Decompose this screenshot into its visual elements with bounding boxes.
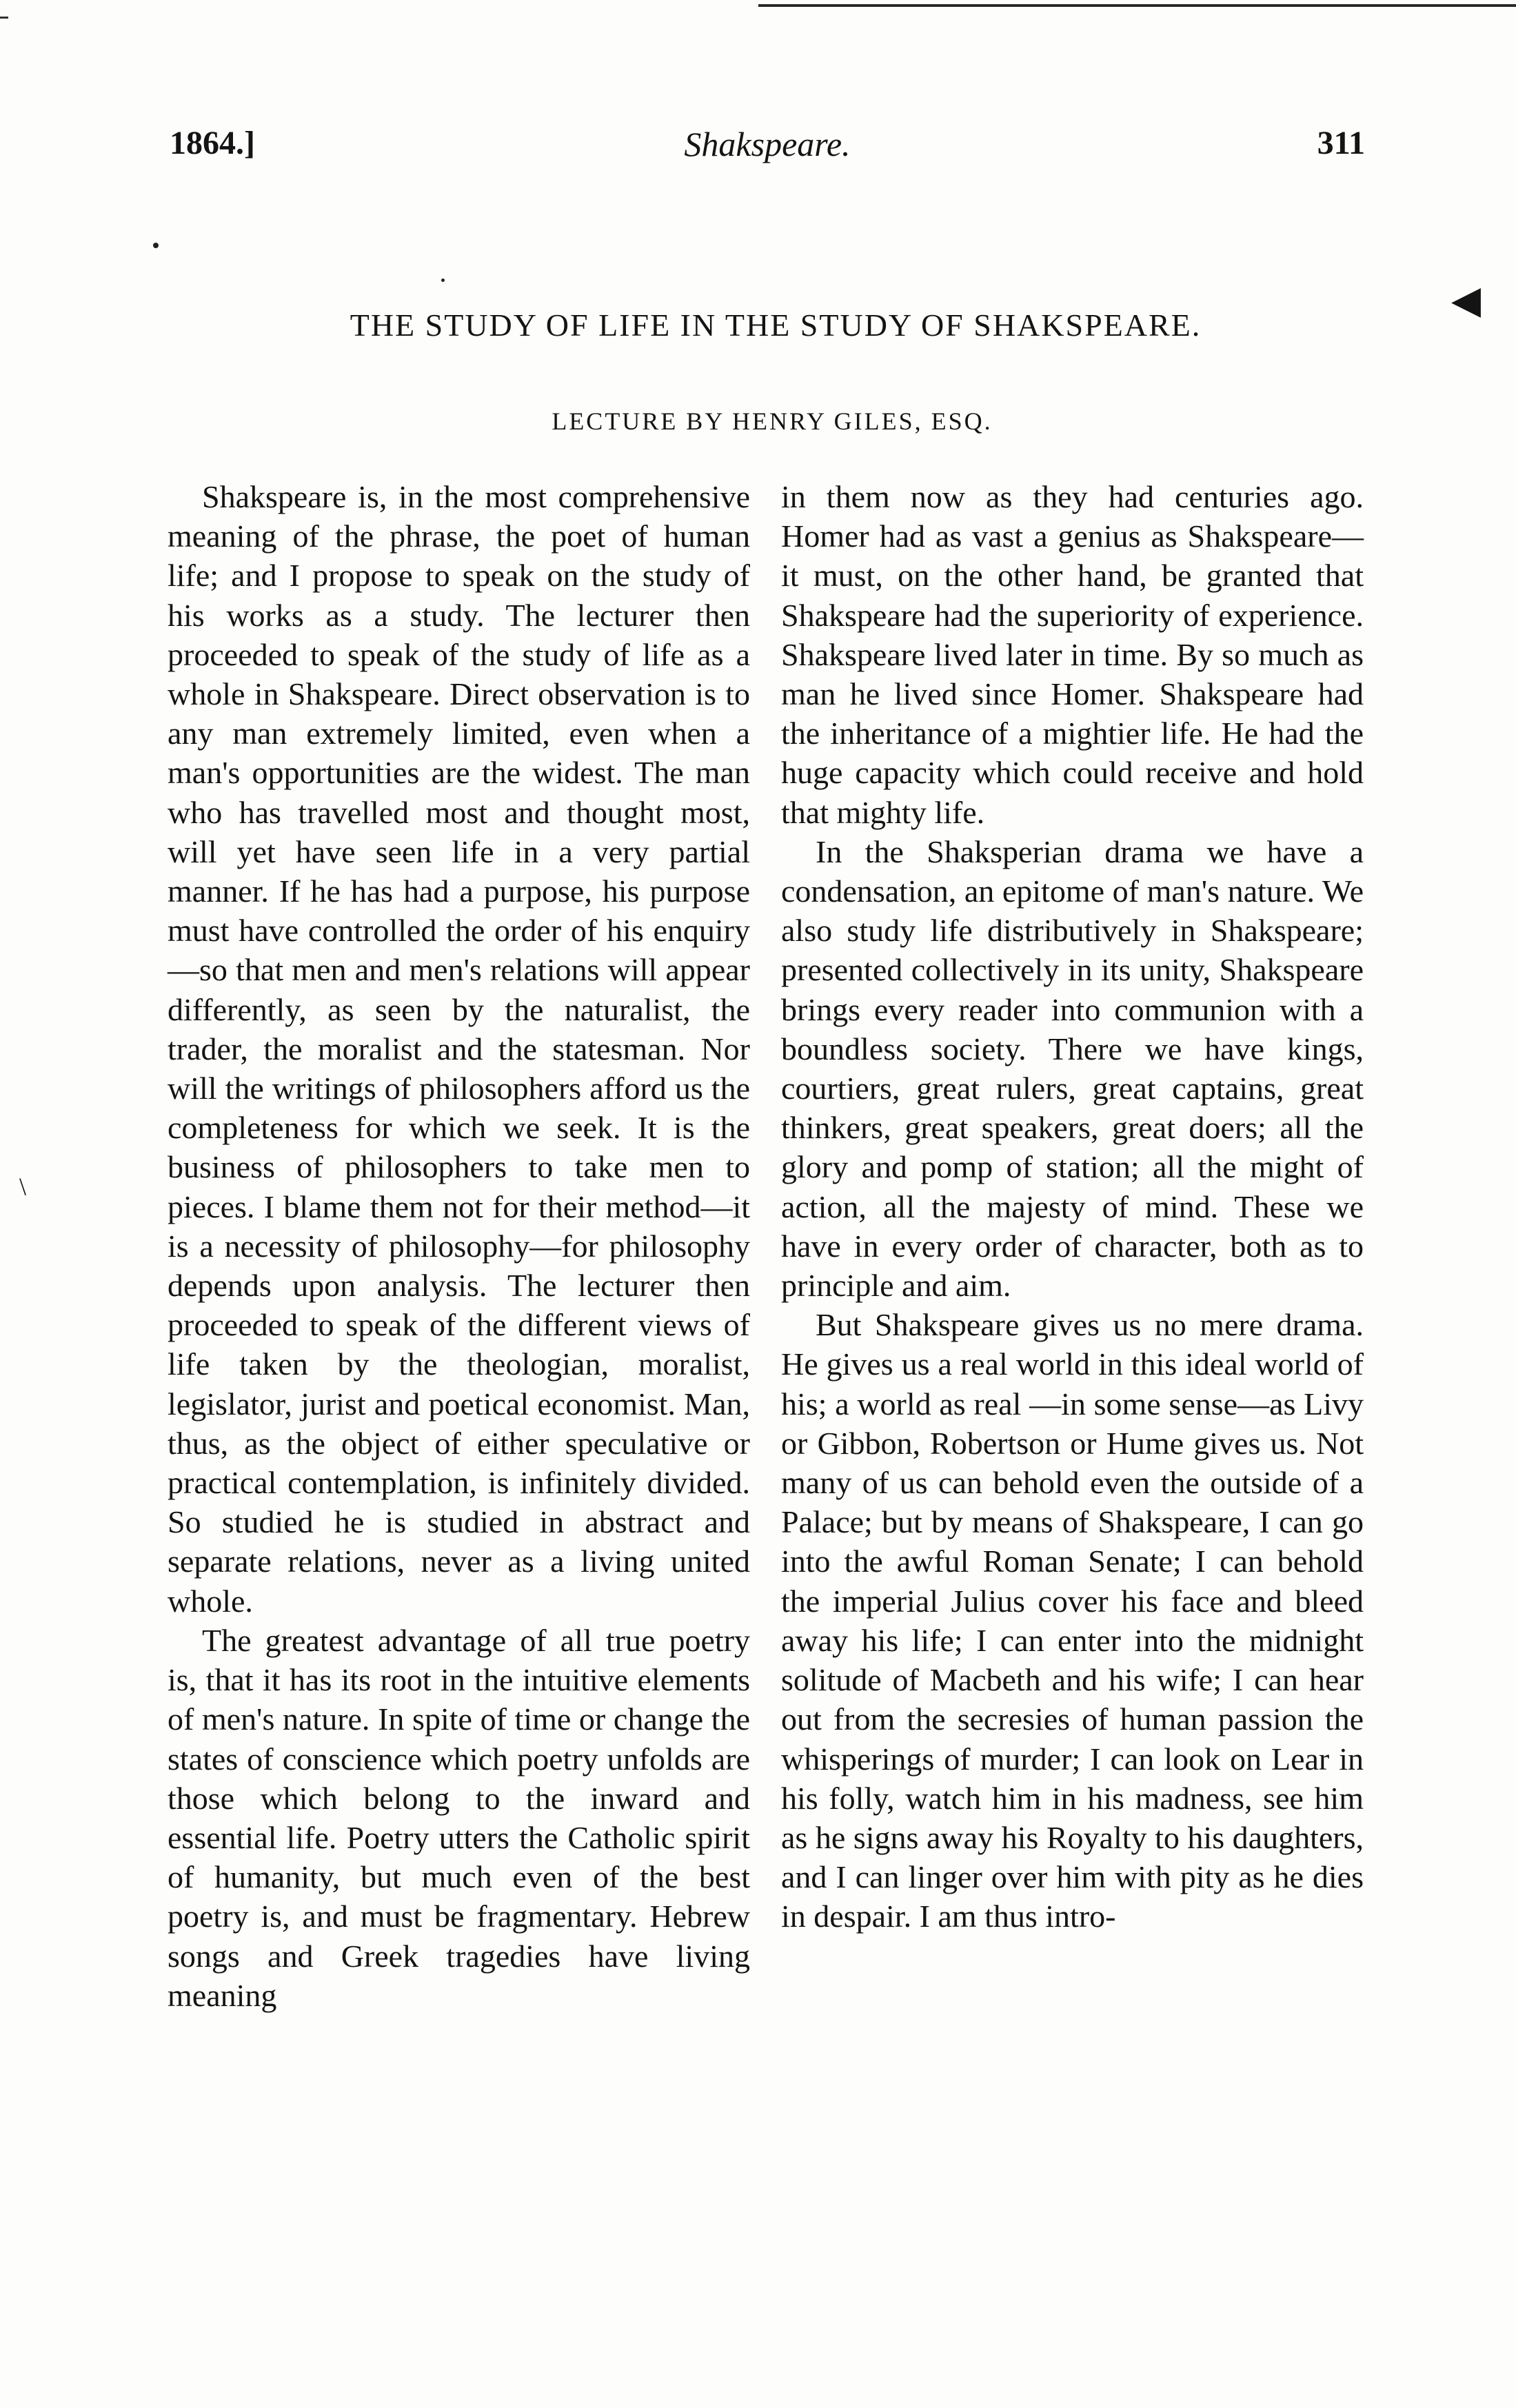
top-scan-rule (758, 4, 1516, 7)
paragraph: The greatest advantage of all true poetry is, that it has its root in the intuitive elements of men's nature. In spite of time or change the states of conscience which poetry unfolds are those which belong to the inward and essential life. Poetry utters the Catholic spirit of humanity, but much even of the best poetry is, and must be fragmentary. Hebrew songs and Greek tragedies have living meaning (168, 1622, 750, 2013)
paragraph: But Shakspeare gives us no mere drama. He gives us a real world in this ideal world of his; a world as real —in some sense—as Livy or Gibbon, Robertson or Hume gives us. Not many of us can behold even the outside of a Palace; but by means of Shakspeare, I can go into the awful Roman Senate; I can behold the imperial Julius cover his face and bleed away his life; I can enter into the midnight solitude of Macbeth and his wife; I can hear out from the secresies of human passion the whisperings of murder; I can look on Lear in his folly, watch him in his madness, see him as he signs away his Royalty to his daughters, and I can linger over him with pity as he dies in despair. I am thus intro- (781, 1307, 1364, 1934)
running-head (170, 124, 1365, 179)
margin-tick-mark: \ (19, 1173, 27, 1200)
ink-speck (441, 279, 445, 282)
running-year: 1864.] (170, 125, 255, 161)
running-title: Shakspeare. (684, 125, 851, 163)
edge-mark (0, 17, 8, 19)
ink-speck (153, 243, 159, 248)
margin-bullet-mark: ◀ (1451, 279, 1482, 322)
paragraph-continued: in them now as they had centuries ago. Homer had as vast a genius as Shakspeare—it must, on the other hand, be granted that Shakspeare had the superiority of experience. Shakspeare lived later in time. By so much as man he lived since Homer. Shakspeare had the inheritance of a mightier life. He had the huge capacity which could receive and hold that mighty life. (781, 479, 1364, 830)
page-number: 311 (1317, 125, 1365, 161)
article-byline: LECTURE BY HENRY GILES, ESQ. (552, 407, 993, 435)
paragraph: Shakspeare is, in the most comprehensive meaning of the phrase, the poet of human life; and I propose to speak on the study of his works as a study. The lecturer then proceeded to speak of the study of life as a whole in Shakspeare. Direct observation is to any man extremely limited, even when a man's opportunities are the widest. The man who has travelled most and thought most, will yet have seen life in a very partial manner. If he has had a purpose, his purpose must have controlled the order of his enquiry—so that men and men's relations will appear differently, as seen by the naturalist, the trader, the moralist and the statesman. Nor will the writings of philosophers afford us the completeness for which we seek. It is the business of philosophers to take men to pieces. I blame them not for their method—it is a necessity of philosophy—for philosophy depends upon analysis. The lecturer then proceeded to speak of the different views of life taken by the theologian, moralist, legislator, jurist and poetical economist. Man, thus, as the object of either speculative or practical contemplation, is infinitely divided. So studied he is studied in abstract and separate relations, never as a living united whole. (168, 479, 750, 1619)
right-column (781, 477, 1364, 1936)
paragraph: In the Shaksperian drama we have a condensation, an epitome of man's nature. We also study life distributively in Shakspeare; presented collectively in its unity, Shakspeare brings every reader into communion with a boundless society. There we have kings, courtiers, great rulers, great captains, great thinkers, great speakers, great doers; all the glory and pomp of station; all the might of action, all the majesty of mind. These we have in every order of character, both as to principle and aim. (781, 833, 1364, 1304)
article-title: THE STUDY OF LIFE IN THE STUDY OF SHAKSPEARE. (350, 307, 1202, 343)
left-column (168, 477, 750, 2015)
